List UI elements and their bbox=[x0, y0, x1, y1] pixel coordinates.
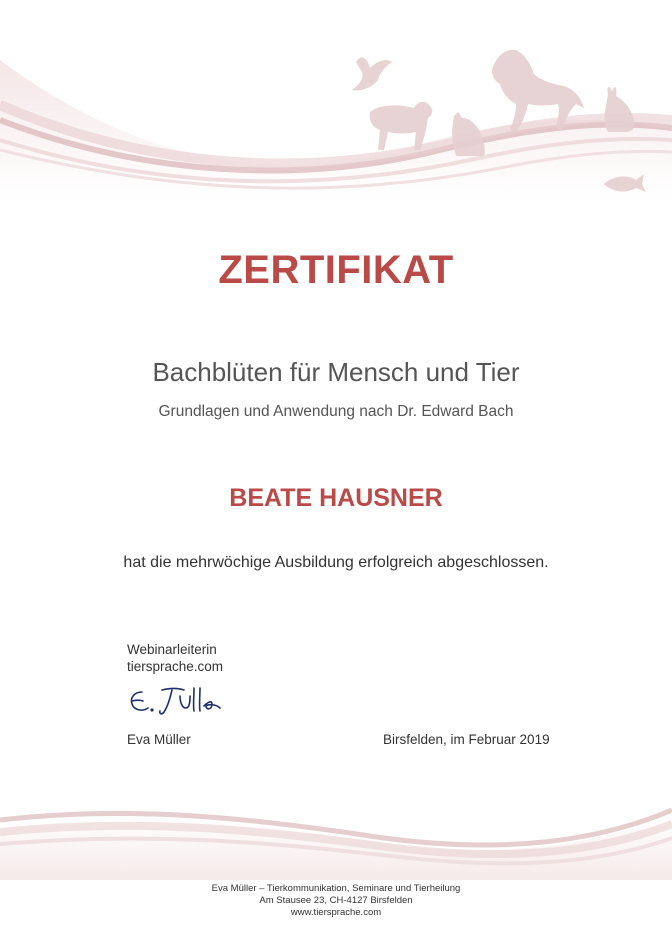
course-title: Bachblüten für Mensch und Tier bbox=[152, 357, 520, 387]
fish-icon bbox=[604, 174, 646, 192]
dog-icon bbox=[370, 102, 433, 150]
course-subtitle: Grundlagen und Anwendung nach Dr. Edward Bach bbox=[158, 403, 514, 420]
signer-role: Webinarleiterin bbox=[127, 642, 217, 657]
footer-line-address: Am Stausee 23, CH-4127 Birsfelden bbox=[259, 895, 413, 906]
certificate-title: ZERTIFIKAT bbox=[218, 248, 454, 292]
bottom-wave-banner bbox=[0, 790, 672, 880]
recipient-name: BEATE HAUSNER bbox=[229, 484, 443, 512]
signer-website: tiersprache.com bbox=[127, 659, 224, 674]
dove-icon bbox=[352, 57, 392, 90]
horse-icon bbox=[492, 50, 584, 132]
animal-silhouettes bbox=[0, 0, 672, 200]
cat-icon bbox=[452, 112, 485, 156]
footer-line-company: Eva Müller – Tierkommunikation, Seminare und Tierheilung bbox=[211, 883, 461, 894]
footer-line-website: www.tiersprache.com bbox=[290, 907, 382, 918]
signer-name: Eva Müller bbox=[127, 732, 191, 747]
handwritten-signature bbox=[124, 684, 229, 720]
place-and-date: Birsfelden, im Februar 2019 bbox=[383, 732, 550, 747]
footer bbox=[0, 883, 672, 919]
rabbit-icon bbox=[605, 87, 635, 132]
completion-statement: hat die mehrwöchige Ausbildung erfolgreich abgeschlossen. bbox=[123, 554, 549, 571]
